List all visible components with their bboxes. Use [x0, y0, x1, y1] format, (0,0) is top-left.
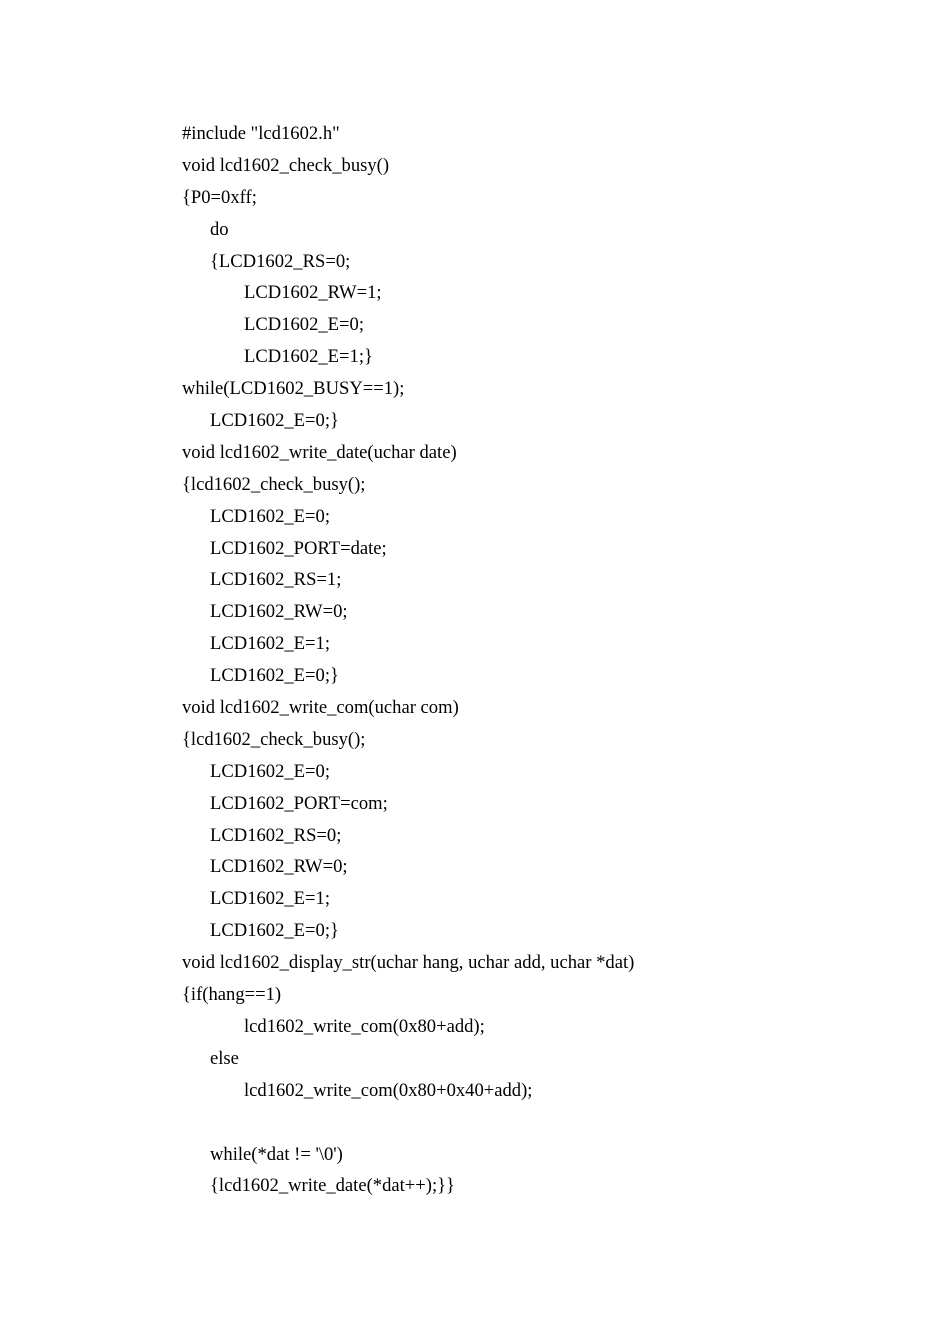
code-line: LCD1602_RW=0;: [210, 601, 348, 623]
code-listing: [182, 118, 634, 1202]
code-line: LCD1602_PORT=date;: [210, 537, 387, 559]
code-line: LCD1602_RW=0;: [210, 856, 348, 878]
code-line: void lcd1602_write_com(uchar com): [182, 697, 459, 719]
code-line: lcd1602_write_com(0x80+0x40+add);: [244, 1079, 533, 1101]
code-line: do: [210, 218, 229, 240]
code-line: LCD1602_E=0;}: [210, 920, 339, 942]
code-line: LCD1602_E=0;: [244, 314, 364, 336]
code-line: {LCD1602_RS=0;: [210, 250, 351, 272]
code-line: LCD1602_RS=1;: [210, 569, 342, 591]
code-line: while(*dat != '\0'): [210, 1143, 343, 1165]
code-line: #include "lcd1602.h": [182, 123, 340, 144]
code-line: {P0=0xff;: [182, 186, 257, 208]
code-line: LCD1602_E=0;: [210, 760, 330, 782]
code-line: void lcd1602_write_date(uchar date): [182, 441, 457, 463]
code-line: LCD1602_E=1;}: [244, 346, 373, 368]
blank-code-line: [182, 1107, 634, 1139]
code-line: void lcd1602_check_busy(): [182, 154, 390, 176]
code-line: LCD1602_RW=1;: [244, 282, 382, 304]
code-line: {if(hang==1): [182, 984, 282, 1006]
code-line: void lcd1602_display_str(uchar hang, uchar add, uchar *dat): [182, 952, 635, 974]
code-line: LCD1602_RS=0;: [210, 824, 342, 846]
code-line: LCD1602_E=0;: [210, 505, 330, 527]
code-line: LCD1602_E=1;: [210, 888, 330, 910]
code-line: LCD1602_PORT=com;: [210, 792, 388, 814]
code-line: else: [210, 1047, 239, 1069]
code-line: lcd1602_write_com(0x80+add);: [244, 1015, 485, 1037]
code-line: LCD1602_E=0;}: [210, 665, 339, 687]
code-line: while(LCD1602_BUSY==1);: [182, 378, 405, 400]
code-line: LCD1602_E=1;: [210, 633, 330, 655]
code-line: {lcd1602_check_busy();: [182, 728, 366, 750]
code-line: {lcd1602_write_date(*dat++);}}: [210, 1175, 455, 1197]
code-line: {lcd1602_check_busy();: [182, 473, 366, 495]
code-line: LCD1602_E=0;}: [210, 410, 339, 432]
